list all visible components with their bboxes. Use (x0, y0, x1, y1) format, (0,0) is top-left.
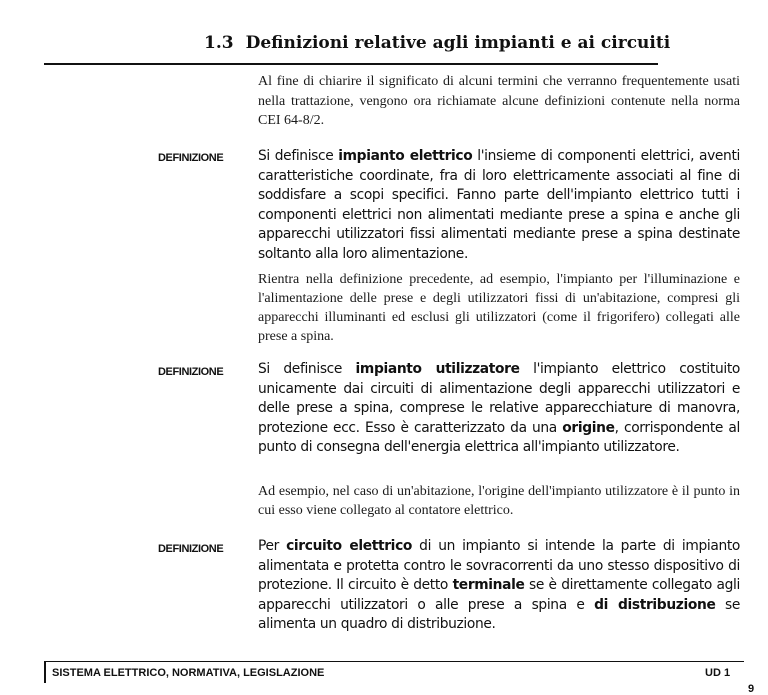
definition-2-text-b: l'impianto elettrico costituito unicamente dai circuiti di alimentazione degli apparecchi utilizzatori e delle prese a spina, comprese le relative apparecchiature di manovra, protezione ecc. Esso è caratterizzato da una (258, 361, 740, 436)
definition-2 (258, 360, 740, 458)
section-title: Definizioni relative agli impianti e ai circuiti (245, 33, 671, 53)
definition-2-text-a: Si definisce (258, 361, 356, 377)
definition-3-text-b: di un impianto si intende la parte di impianto alimentata e protetta contro le sovracorrenti da uno stesso dispositivo di protezione. Il circuito è detto (258, 538, 740, 593)
definition-3-text-d: se alimenta un quadro di distribuzione. (258, 596, 741, 632)
page-number: 9 (748, 683, 755, 695)
note-paragraph-1: Rientra nella definizione precedente, ad esempio, l'impianto per l'illuminazione e l'alimentazione delle prese e degli utilizzatori fissi di un'abitazione, compresi gli apparecchi illuminanti ed esclusi gli utilizzatori (come il frigorifero) collegati alle prese a spina. (258, 272, 740, 344)
footer-unit: UD 1 (705, 667, 731, 679)
definition-3-text-c: se è direttamente collegato agli apparecchi utilizzatori o alle prese a spina e (258, 577, 740, 613)
note-paragraph-2: Ad esempio, nel caso di un'abitazione, l'origine dell'impianto utilizzatore è il punto in cui esso viene collegato al contatore elettrico. (258, 484, 740, 518)
term-origine: origine (562, 419, 615, 436)
definition-1 (258, 147, 740, 264)
definition-3-text-a: Per (258, 538, 287, 554)
section-heading (204, 33, 670, 53)
heading-rule (44, 63, 658, 65)
term-di-distribuzione: di distribuzione (594, 596, 716, 613)
definition-3 (258, 537, 740, 635)
term-circuito-elettrico: circuito elettrico (286, 538, 413, 554)
definition-1-text-b: l'insieme di componenti elettrici, aventi caratteristiche coordinate, fra di loro elettricamente associati al fine di soddisfare a scopi specifici. Fanno parte dell'impianto elettrico tutti i componenti elettrici non alimentati mediante prese a spina e anche gli apparecchi utilizzatori fissi alimentati mediante prese a spina destinate soltanto alla loro alimentazione. (258, 148, 740, 262)
intro-paragraph: Al fine di chiarire il significato di alcuni termini che verranno frequentemente usati nella trattazione, vengono ora richiamate alcune definizioni contenute nella norma CEI 64-8/2. (258, 74, 740, 128)
term-impianto-elettrico: impianto elettrico (338, 148, 473, 164)
section-number: 1.3 (204, 33, 234, 53)
definition-1-text-a: Si definisce (258, 148, 339, 164)
footer-vertical-bar (44, 661, 46, 683)
definition-label-1: DEFINIZIONE (158, 152, 224, 164)
definition-label-3: DEFINIZIONE (158, 543, 224, 555)
definition-label-2: DEFINIZIONE (158, 366, 224, 378)
term-impianto-utilizzatore: impianto utilizzatore (355, 361, 520, 377)
footer-chapter-title: SISTEMA ELETTRICO, NORMATIVA, LEGISLAZIONE (52, 667, 325, 679)
term-terminale: terminale (452, 577, 525, 593)
definition-2-text-c: , corrispondente al punto di consegna dell'energia elettrica all'impianto utilizzatore. (258, 419, 740, 455)
footer-rule (44, 661, 744, 662)
